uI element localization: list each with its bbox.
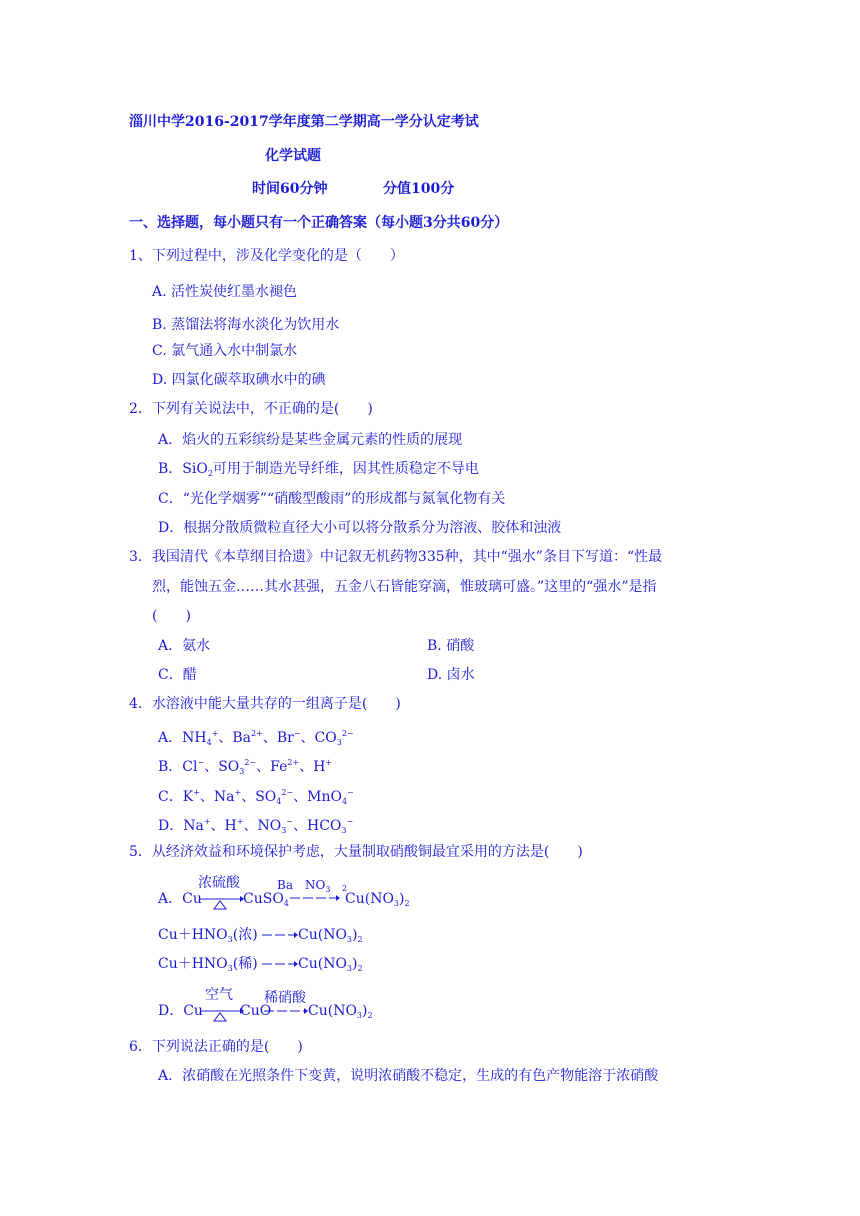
q4-option-b: B．Cl−、$SO_3^{2-}$、$Fe^{2+}$、H+ [158,758,333,776]
q1-option-b: B. 蒸馏法将海水淡化为饮用水 [152,317,340,333]
q6-stem: 6．下列说法正确的是( ) [129,1039,303,1055]
q5b-product: $Cu(NO_3)_2$ [298,927,363,944]
q5c-product: $Cu(NO_3)_2$ [298,956,363,973]
exam-score: 分值100分 [383,181,455,197]
q5-stem: 5．从经济效益和环境保护考虑，大量制取硝酸铜最宜采用的方法是( ) [129,844,583,860]
q3-option-a: A．氨水 [158,638,211,654]
subject-title: 化学试题 [265,148,321,164]
q5a-intermediate: CuSO$_4$ [243,891,289,908]
q2-option-b: B．SiO$_2$可用于制造光导纤维，因其性质稳定不导电 [158,461,479,478]
q5a-reagent-1: 浓硫酸 [198,875,240,891]
q5d-reagent-2: 稀硝酸 [264,990,306,1006]
q5a-tiny-2: 2 [342,884,348,893]
q5-option-a: A．Cu [158,891,202,907]
q3-stem-line3: ( ) [152,608,191,624]
q6-option-a: A．浓硝酸在光照条件下变黄，说明浓硝酸不稳定，生成的有色产物能溶于浓硝酸 [158,1068,659,1084]
q4-stem: 4．水溶液中能大量共存的一组离子是( ) [129,696,401,712]
q3-option-b: B. 硝酸 [427,638,475,654]
q5d-arrow-2 [264,1006,308,1016]
q5d-heat-arrow [200,1005,244,1023]
q4-option-a: A．$NH_4^+$、$Ba^{2+}$、Br−、$CO_3^{2-}$ [158,729,354,747]
q5-option-d: D．Cu [158,1003,203,1019]
q2-stem: 2．下列有关说法中，不正确的是( ) [129,401,373,417]
exam-time: 时间60分钟 [252,181,328,197]
q5-option-b: $Cu+HNO_3$(浓) [158,927,258,944]
q5-option-c: $Cu+HNO_3$(稀) [158,956,258,973]
q1-option-a: A. 活性炭使红墨水褪色 [152,284,298,300]
q1-option-d: D. 四氯化碳萃取碘水中的碘 [152,372,326,388]
q2-option-a: A．焰火的五彩缤纷是某些金属元素的性质的展现 [158,432,463,448]
q5b-arrow [262,930,298,940]
q4-option-c: C．K+、Na+、$SO_4^{2-}$、MnO$_4$− [158,788,354,806]
section-title: 一、选择题，每小题只有一个正确答案（每小题3分共60分） [129,215,509,231]
q5c-arrow [262,959,298,969]
q3-option-d: D. 卤水 [427,667,475,683]
q2-option-d: D．根据分散质微粒直径大小可以将分散系分为溶液、胶体和浊液 [158,520,562,536]
q5a-arrow-2 [290,893,340,903]
q2-option-c: C．“光化学烟雾”“硝酸型酸雨”的形成都与氮氧化物有关 [158,491,506,507]
q3-option-c: C．醋 [158,667,197,683]
q4-option-d: D．Na+、H+、$NO_3^-$、$HCO_3^-$ [158,817,354,835]
q5d-reagent-1: 空气 [205,987,233,1003]
q5d-intermediate: CuO [240,1003,272,1019]
q1-stem: 1、下列过程中，涉及化学变化的是（ ） [129,248,404,264]
q3-stem-line1: 3．我国清代《本草纲目拾遗》中记叙无机药物335种，其中“强水”条目下写道：“性最 [129,549,663,565]
q5a-reagent-2: Ba $NO_3$ [277,878,331,894]
q5a-heat-arrow [200,893,244,911]
exam-title: 淄川中学2016-2017学年度第二学期高一学分认定考试 [129,114,479,130]
q5d-product: $Cu(NO_3)_2$ [308,1003,373,1020]
q1-option-c: C. 氯气通入水中制氯水 [152,343,298,359]
q3-stem-line2: 烈，能蚀五金……其水甚强，五金八石皆能穿滴，惟玻璃可盛。”这里的“强水”是指 [152,579,657,595]
q5a-product: $Cu(NO_3)_2$ [345,891,410,908]
